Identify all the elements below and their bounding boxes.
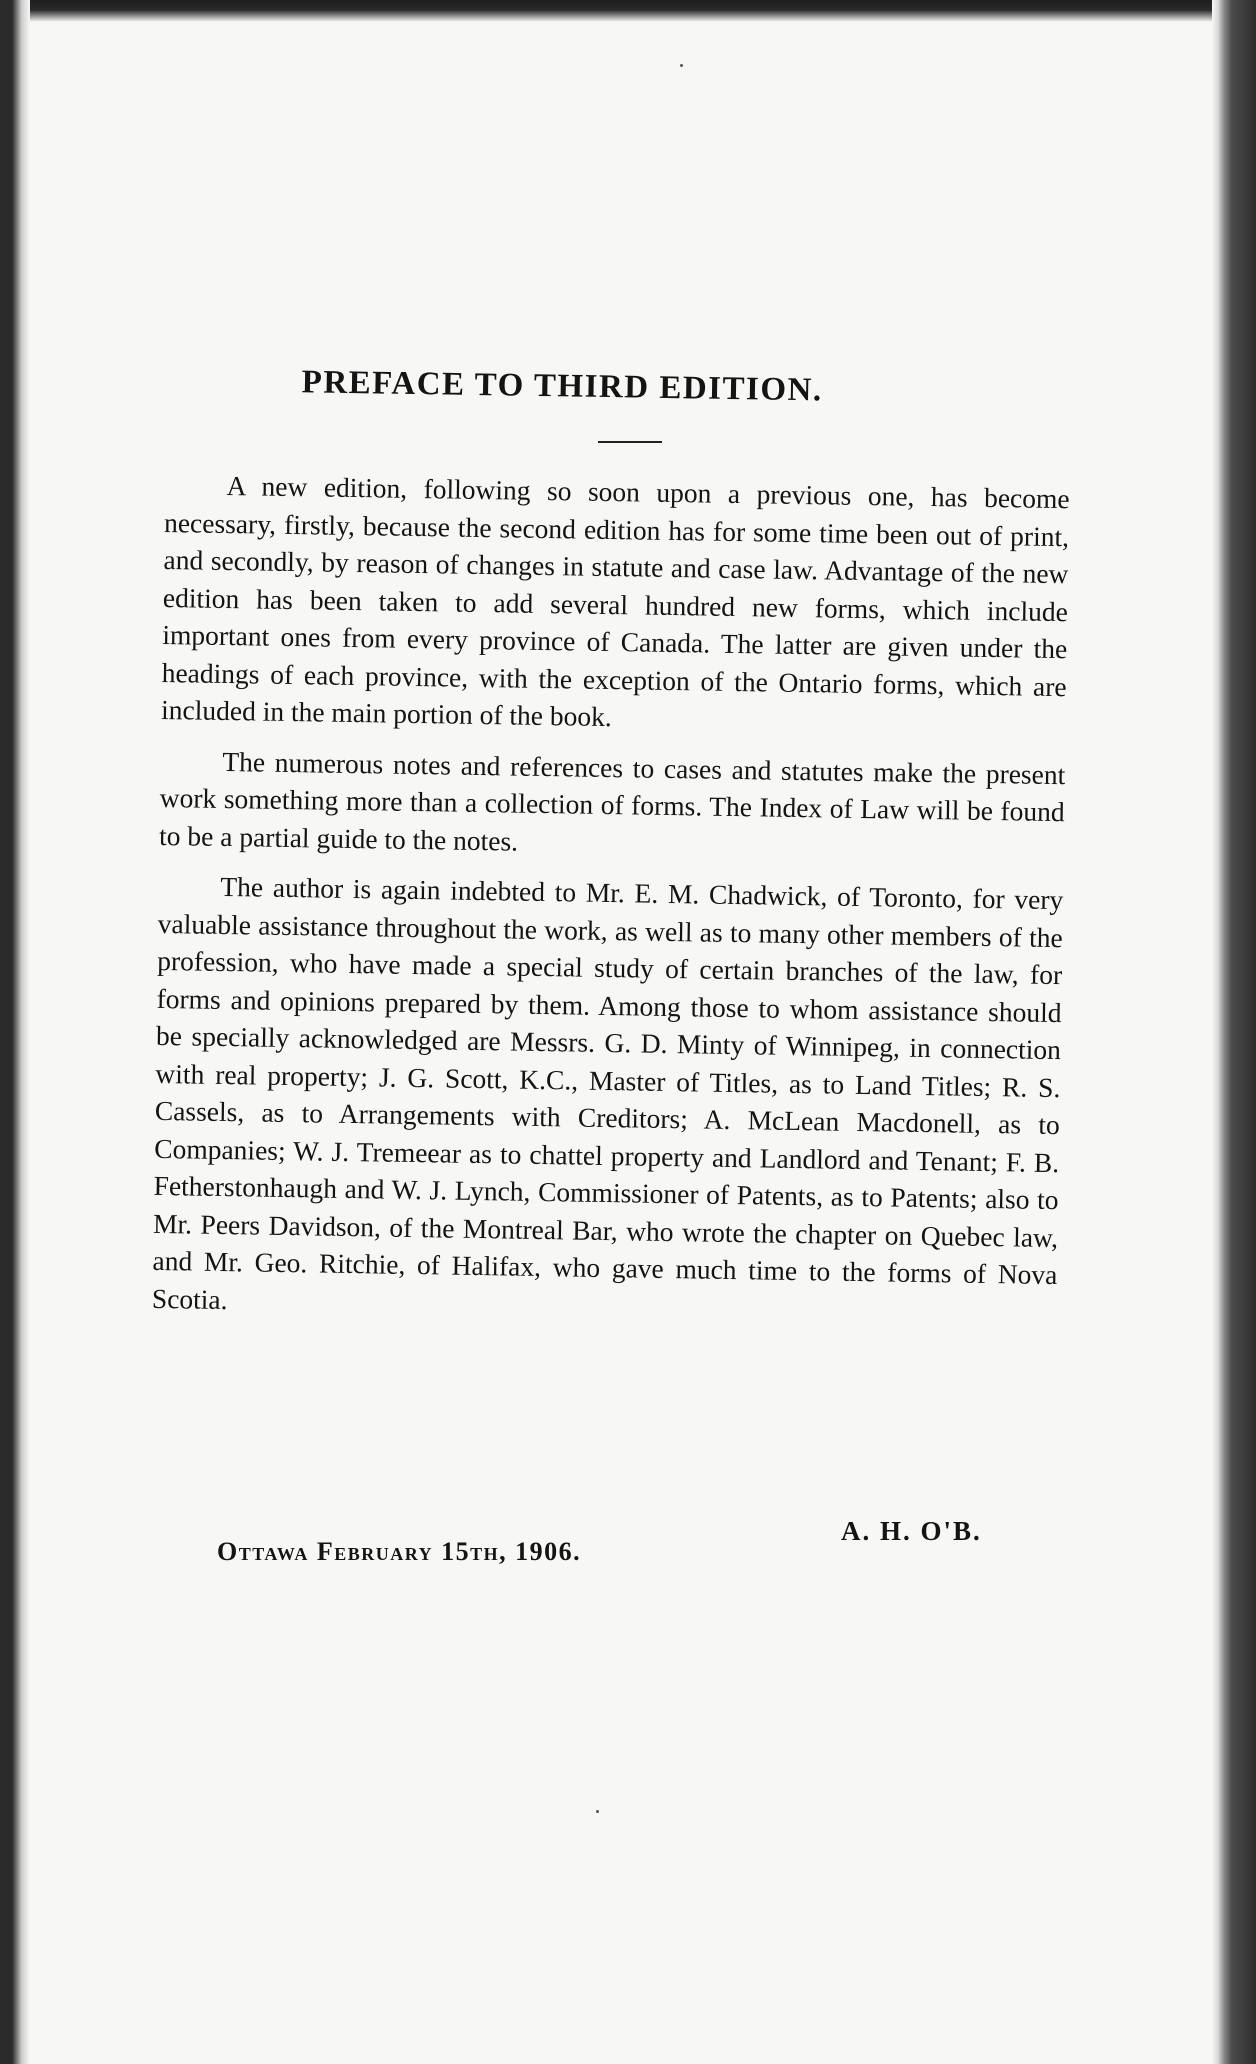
paragraph-2: The numerous notes and references to cases and statutes make the present work something more than a collection of forms. The Index of Law will be found to be a partial guide to the notes. [158,745,1066,857]
paragraph-3: The author is again indebted to Mr. E. M. Chadwick, of Toronto, for very valuable assistance throughout the work, as well as to many other members of the profession, who have made a special study of certain branches of the law, for forms and opinions prepared by them. Among those to whom assistance should be specially acknowledged are Messrs. G. D. Minty of Winnipeg, in connection with real property; J. G. Scott, K.C., Master of Titles, as to Land Titles; R. S. Cassels, as to Arrangements with Creditors; A. McLean Macdonell, as to Companies; W. J. Tremeear as to chattel property and Landlord and Tenant; F. B. Fetherstonhaugh and W. J. Lynch, Commissioner of Patents, as to Patents; also to Mr. Peers Davidson, of the Montreal Bar, who wrote the chapter on Quebec law, and Mr. Geo. Ritchie, of Halifax, who gave much time to the forms of Nova Scotia. [151,870,1064,1315]
dateline: Ottawa February 15th, 1906. [217,1537,582,1566]
page-title: PREFACE TO THIRD EDITION. [301,364,823,409]
paper-speck [596,1810,599,1813]
paragraph-1: A new edition, following so soon upon a previous one, has become necessary, firstly, because the second edition has for some time been out of print, and secondly, by reason of changes in statute and case law. Advantage of the new edition has been taken to add several hundred new forms, which include important ones from every province of Canada. The latter are given under the headings of each province, with the exception of the Ontario forms, which are included in the main portion of the book. [160,469,1070,733]
author-signature: A. H. O'B. [841,1516,982,1546]
preface-body [151,466,1069,1344]
paper-speck [680,64,683,67]
scan-right-edge [1212,0,1256,2064]
title-divider [598,441,662,443]
scan-left-edge [0,0,30,2064]
scan-top-edge [0,0,1256,22]
